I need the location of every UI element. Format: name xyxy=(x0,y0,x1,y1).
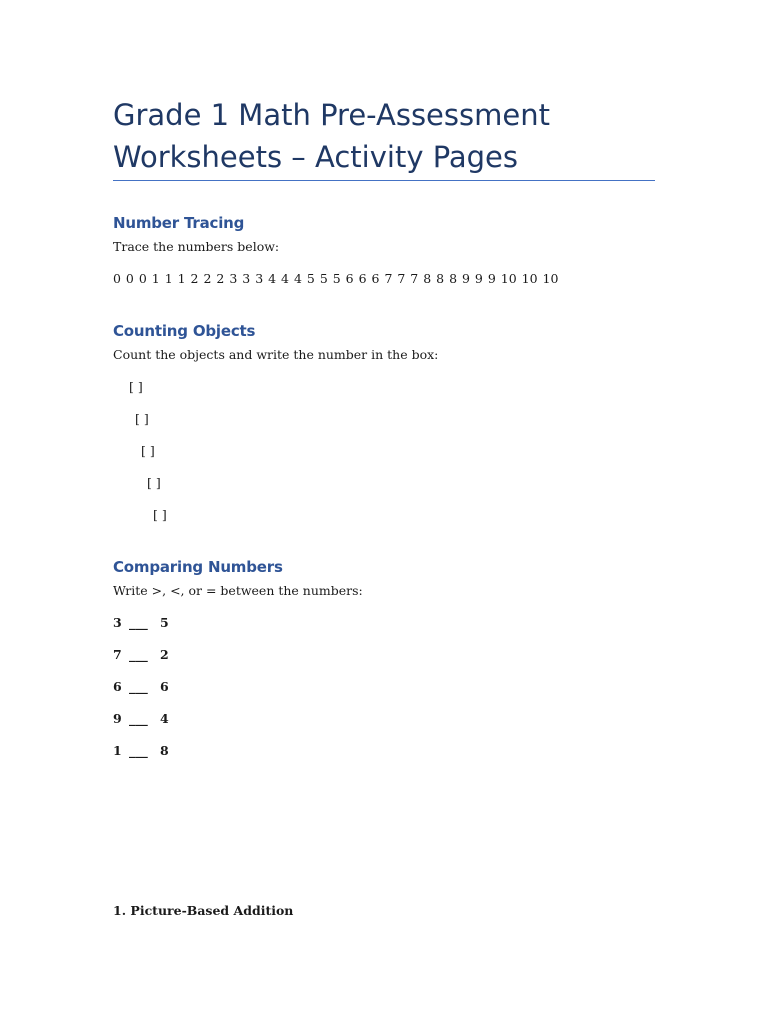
comparison-blank[interactable]: ___ xyxy=(129,743,148,758)
comparison-right-number: 8 xyxy=(160,743,169,758)
comparison-blank[interactable]: ___ xyxy=(129,679,148,694)
answer-box-2[interactable]: [ ] xyxy=(135,411,149,426)
comparison-right-number: 4 xyxy=(160,711,169,726)
picture-addition-heading xyxy=(113,902,293,920)
answer-box-3[interactable]: [ ] xyxy=(141,443,155,458)
answer-box-5[interactable]: [ ] xyxy=(153,507,167,522)
list-number: 1. xyxy=(113,903,127,918)
document-title-line-1: Grade 1 Math Pre-Assessment xyxy=(113,98,550,132)
document-title-line-2: Worksheets – Activity Pages xyxy=(113,140,519,174)
comparison-left-number: 9 xyxy=(113,711,122,726)
counting-objects-instruction: Count the objects and write the number in the box: xyxy=(113,347,439,362)
title-divider xyxy=(113,180,655,181)
comparison-row xyxy=(113,678,169,696)
comparison-right-number: 6 xyxy=(160,679,169,694)
picture-addition-title: Picture-Based Addition xyxy=(130,903,294,918)
comparison-blank[interactable]: ___ xyxy=(129,615,148,630)
comparison-right-number: 5 xyxy=(160,615,169,630)
comparing-numbers-heading: Comparing Numbers xyxy=(113,558,283,576)
answer-box-4[interactable]: [ ] xyxy=(147,475,161,490)
comparison-row xyxy=(113,710,169,728)
answer-box-1[interactable]: [ ] xyxy=(129,379,143,394)
comparison-left-number: 1 xyxy=(113,743,122,758)
number-tracing-sequence: 0 0 0 1 1 1 2 2 2 3 3 3 4 4 4 5 5 5 6 6 6 7 7 7 8 8 8 9 9 9 10 10 10 xyxy=(113,271,559,286)
comparison-right-number: 2 xyxy=(160,647,169,662)
comparison-row xyxy=(113,614,169,632)
comparison-blank[interactable]: ___ xyxy=(129,647,148,662)
comparing-numbers-instruction: Write >, <, or = between the numbers: xyxy=(113,583,363,598)
comparison-left-number: 3 xyxy=(113,615,122,630)
comparison-left-number: 7 xyxy=(113,647,122,662)
comparison-row xyxy=(113,646,169,664)
comparison-left-number: 6 xyxy=(113,679,122,694)
number-tracing-instruction: Trace the numbers below: xyxy=(113,239,280,254)
comparison-blank[interactable]: ___ xyxy=(129,711,148,726)
comparison-row xyxy=(113,742,169,760)
number-tracing-heading: Number Tracing xyxy=(113,214,245,232)
document-title xyxy=(113,94,655,178)
counting-objects-heading: Counting Objects xyxy=(113,322,256,340)
